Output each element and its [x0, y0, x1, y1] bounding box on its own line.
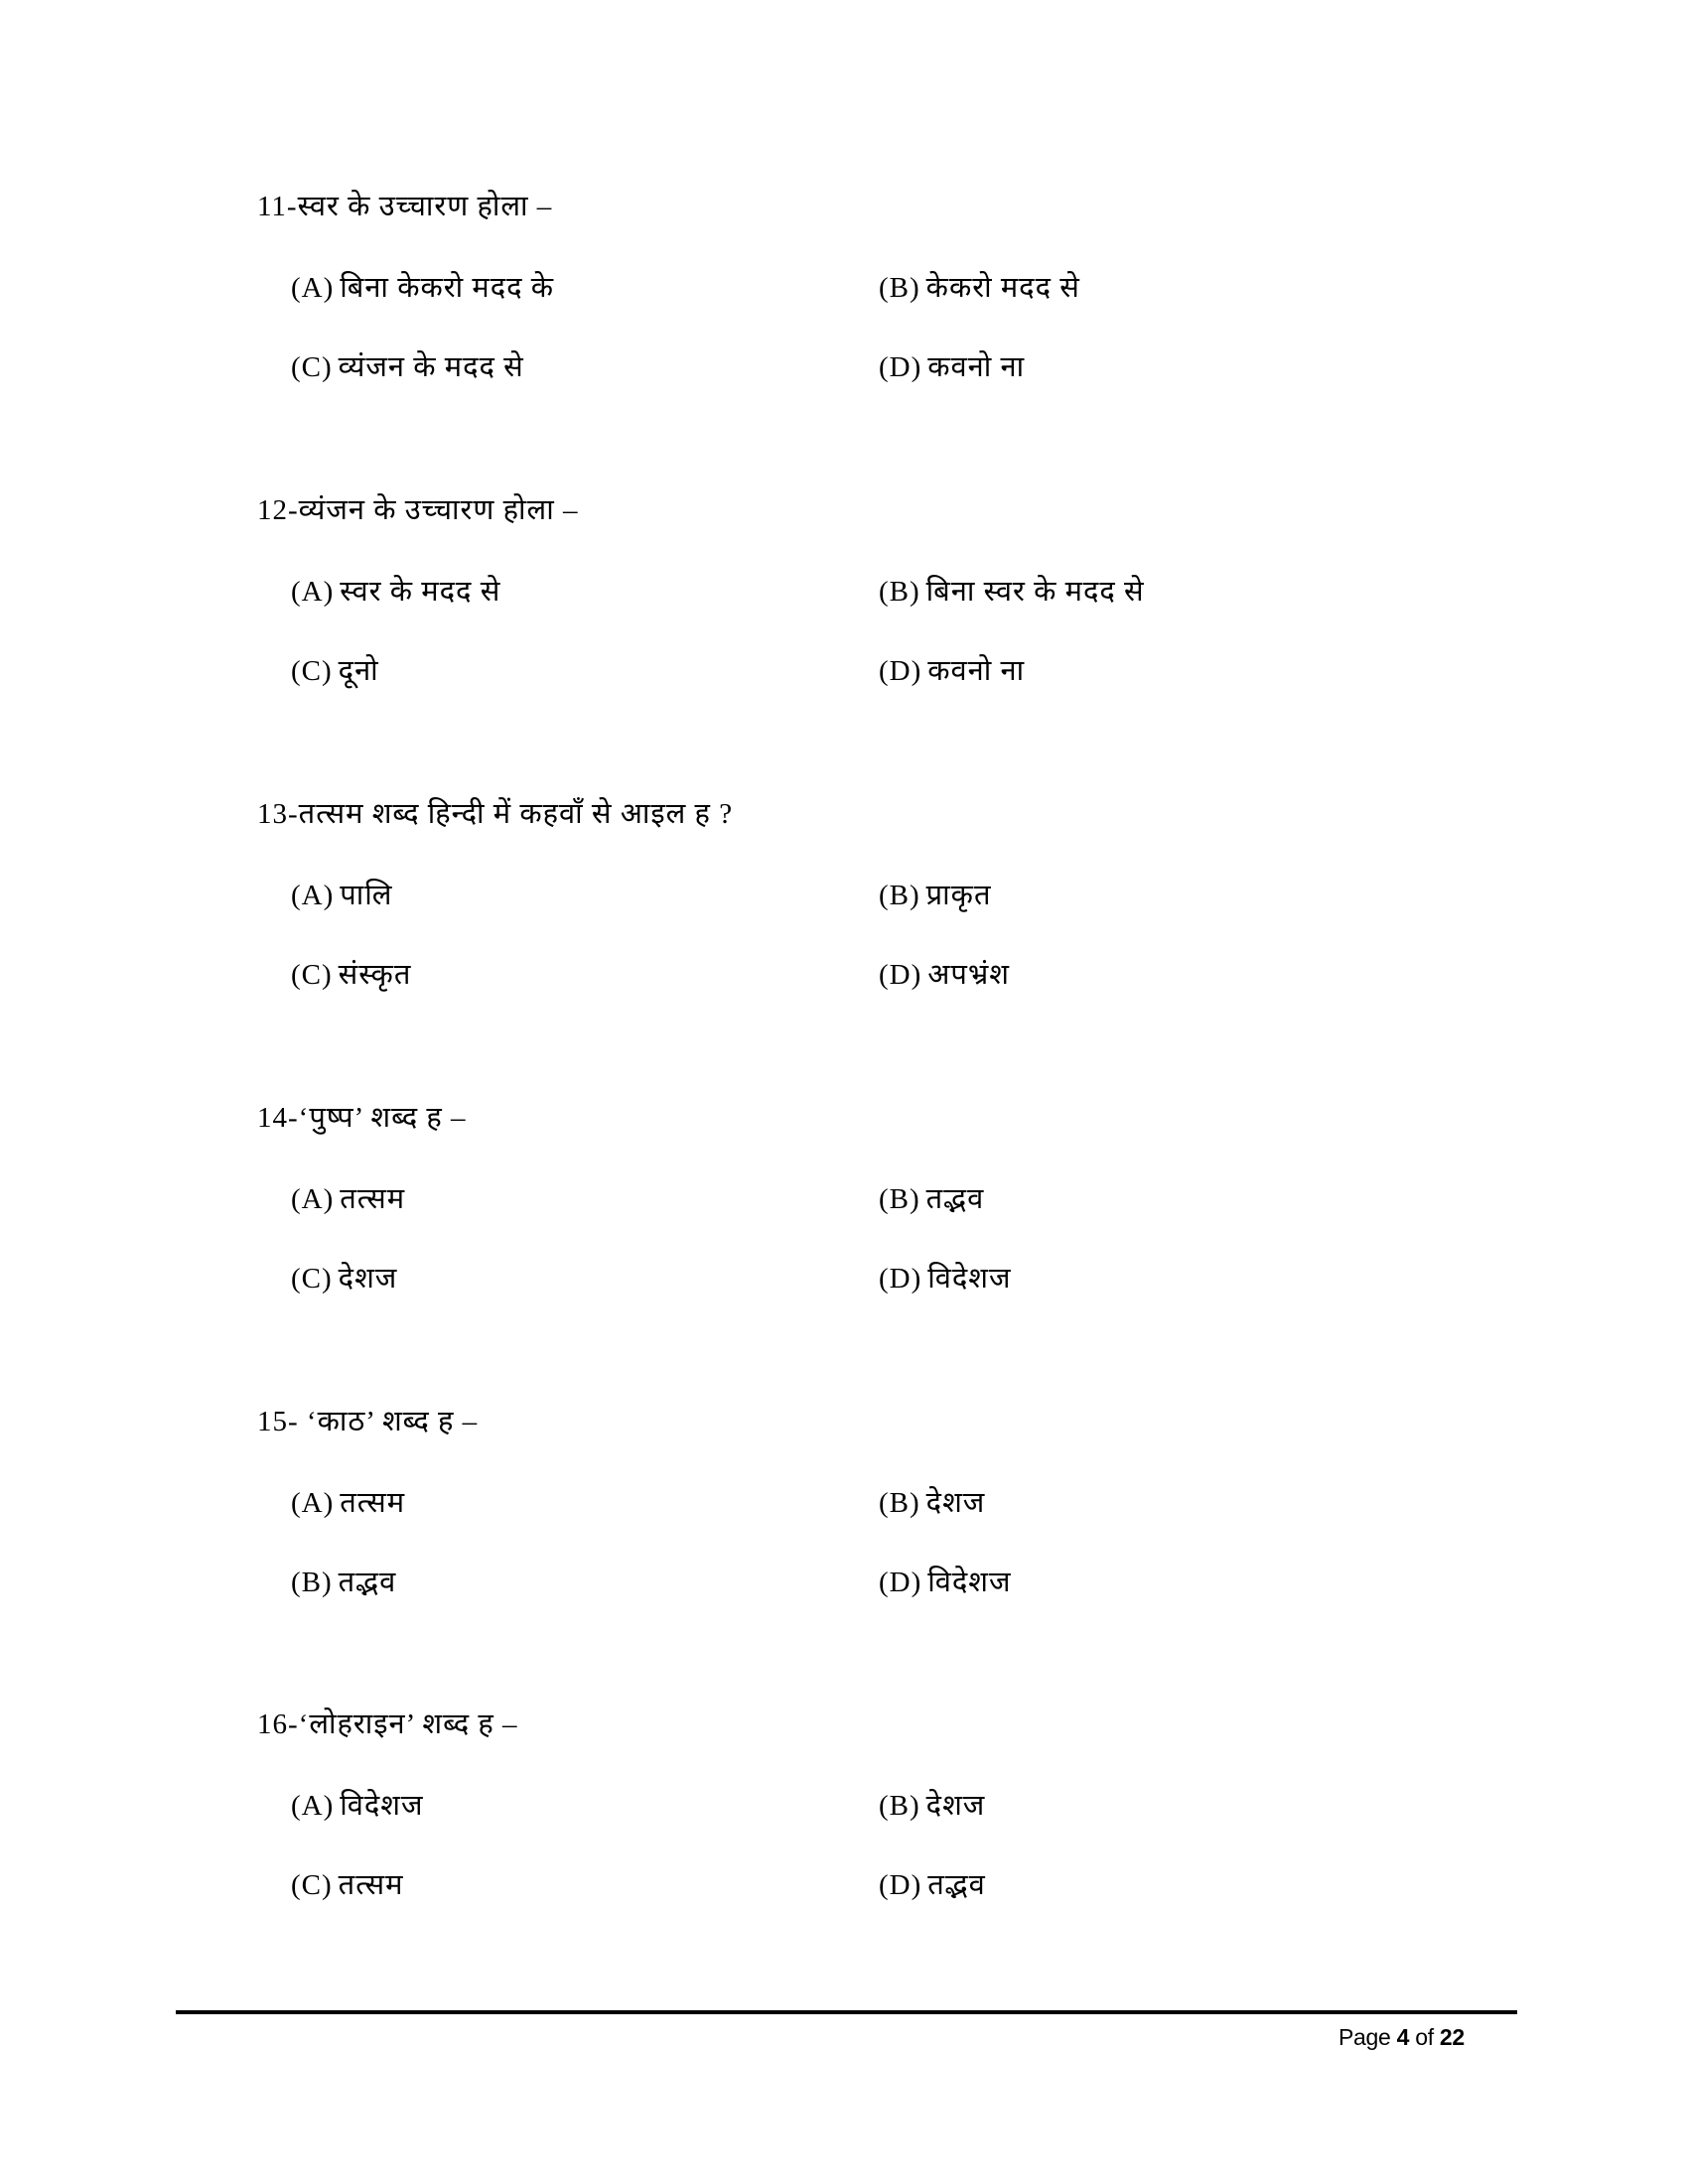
option-text: पालि: [340, 880, 393, 911]
option-b: [879, 273, 1080, 303]
option-text: तद्भव: [338, 1567, 397, 1598]
option-label: (B): [879, 576, 920, 608]
question-11: [0, 192, 1688, 390]
question-number: 15-: [257, 1406, 299, 1437]
question-13: [0, 799, 1688, 998]
option-text: विदेशज: [927, 1567, 1012, 1598]
option-d: [879, 656, 1025, 686]
option-text: देशज: [925, 1487, 986, 1519]
option-a: [291, 1791, 424, 1821]
option-b: [879, 1488, 985, 1518]
option-label: (B): [879, 880, 920, 911]
option-c: [291, 960, 411, 990]
option-label: (B): [879, 1183, 920, 1215]
option-b: [879, 1184, 984, 1214]
current-page: 4: [1396, 2024, 1410, 2050]
option-text: विदेशज: [340, 1790, 424, 1822]
option-text: संस्कृत: [338, 959, 412, 991]
option-label: (B): [291, 1567, 333, 1598]
total-pages: 22: [1439, 2024, 1465, 2050]
option-text: देशज: [925, 1790, 986, 1822]
option-label: (C): [291, 959, 333, 991]
option-a: [291, 273, 554, 303]
option-label: (C): [291, 1869, 333, 1901]
page-middle: of: [1409, 2024, 1440, 2050]
option-text: बिना स्वर के मदद से: [925, 576, 1145, 608]
question-heading: [257, 799, 733, 829]
option-label: (D): [879, 351, 922, 383]
option-label: (A): [291, 1183, 335, 1215]
option-label: (D): [879, 1263, 922, 1295]
option-d: [879, 352, 1025, 382]
question-16: [0, 1709, 1688, 1908]
question-text: व्यंजन के उच्चारण होला –: [298, 494, 579, 526]
option-text: व्यंजन के मदद से: [338, 351, 524, 383]
question-15: [0, 1407, 1688, 1605]
question-12: [0, 495, 1688, 694]
option-a: [291, 577, 500, 607]
option-label: (B): [879, 272, 920, 304]
option-b: [879, 1791, 985, 1821]
option-text: तत्सम: [340, 1487, 406, 1519]
option-label: (B): [879, 1790, 920, 1822]
option-text: तत्सम: [338, 1869, 404, 1901]
question-text: ‘पुष्प’ शब्द ह –: [298, 1102, 467, 1134]
question-heading: [257, 192, 552, 221]
option-text: केकरो मदद से: [925, 272, 1080, 304]
option-b: [879, 577, 1145, 607]
question-heading: [257, 1407, 478, 1436]
question-text: ‘लोहराइन’ शब्द ह –: [298, 1708, 518, 1740]
option-label: (C): [291, 655, 333, 687]
option-c: [291, 656, 379, 686]
question-heading: [257, 1103, 467, 1133]
option-label: (A): [291, 1790, 335, 1822]
option-c: [291, 1264, 397, 1294]
option-label: (D): [879, 959, 922, 991]
option-text: विदेशज: [927, 1263, 1012, 1295]
page-number: [1338, 2023, 1465, 2051]
option-label: (C): [291, 351, 333, 383]
option-label: (B): [879, 1487, 920, 1519]
option-a: [291, 1488, 405, 1518]
option-text: कवनो ना: [927, 351, 1026, 383]
option-text: तद्भव: [925, 1183, 985, 1215]
option-c: [291, 352, 524, 382]
option-label: (C): [291, 1263, 333, 1295]
question-number: 16-: [257, 1708, 299, 1740]
question-14: [0, 1103, 1688, 1301]
option-label: (A): [291, 272, 335, 304]
question-text: ‘काठ’ शब्द ह –: [298, 1406, 479, 1437]
footer-divider: [176, 2010, 1517, 2014]
option-text: प्राकृत: [925, 880, 992, 911]
question-heading: [257, 495, 578, 525]
option-c: [291, 1568, 396, 1597]
question-text: स्वर के उच्चारण होला –: [297, 191, 553, 222]
option-text: बिना केकरो मदद के: [340, 272, 555, 304]
option-label: (A): [291, 1487, 335, 1519]
option-d: [879, 1870, 986, 1900]
question-number: 12-: [257, 494, 299, 526]
option-a: [291, 1184, 405, 1214]
option-label: (D): [879, 1869, 922, 1901]
option-text: कवनो ना: [927, 655, 1026, 687]
option-text: देशज: [338, 1263, 398, 1295]
option-text: अपभ्रंश: [927, 959, 1011, 991]
option-c: [291, 1870, 403, 1900]
option-b: [879, 881, 992, 910]
option-text: तत्सम: [340, 1183, 406, 1215]
page-prefix: Page: [1338, 2024, 1397, 2050]
option-text: स्वर के मदद से: [340, 576, 501, 608]
question-number: 14-: [257, 1102, 299, 1134]
option-a: [291, 881, 392, 910]
option-text: तद्भव: [927, 1869, 986, 1901]
question-number: 13-: [257, 798, 299, 830]
option-label: (D): [879, 1567, 922, 1598]
question-number: 11-: [257, 191, 298, 222]
option-d: [879, 1264, 1012, 1294]
question-text: तत्सम शब्द हिन्दी में कहवाँ से आइल ह ?: [298, 798, 734, 830]
option-label: (A): [291, 880, 335, 911]
option-text: दूनो: [338, 655, 379, 687]
question-heading: [257, 1709, 518, 1739]
option-label: (A): [291, 576, 335, 608]
option-d: [879, 960, 1010, 990]
option-d: [879, 1568, 1012, 1597]
option-label: (D): [879, 655, 922, 687]
